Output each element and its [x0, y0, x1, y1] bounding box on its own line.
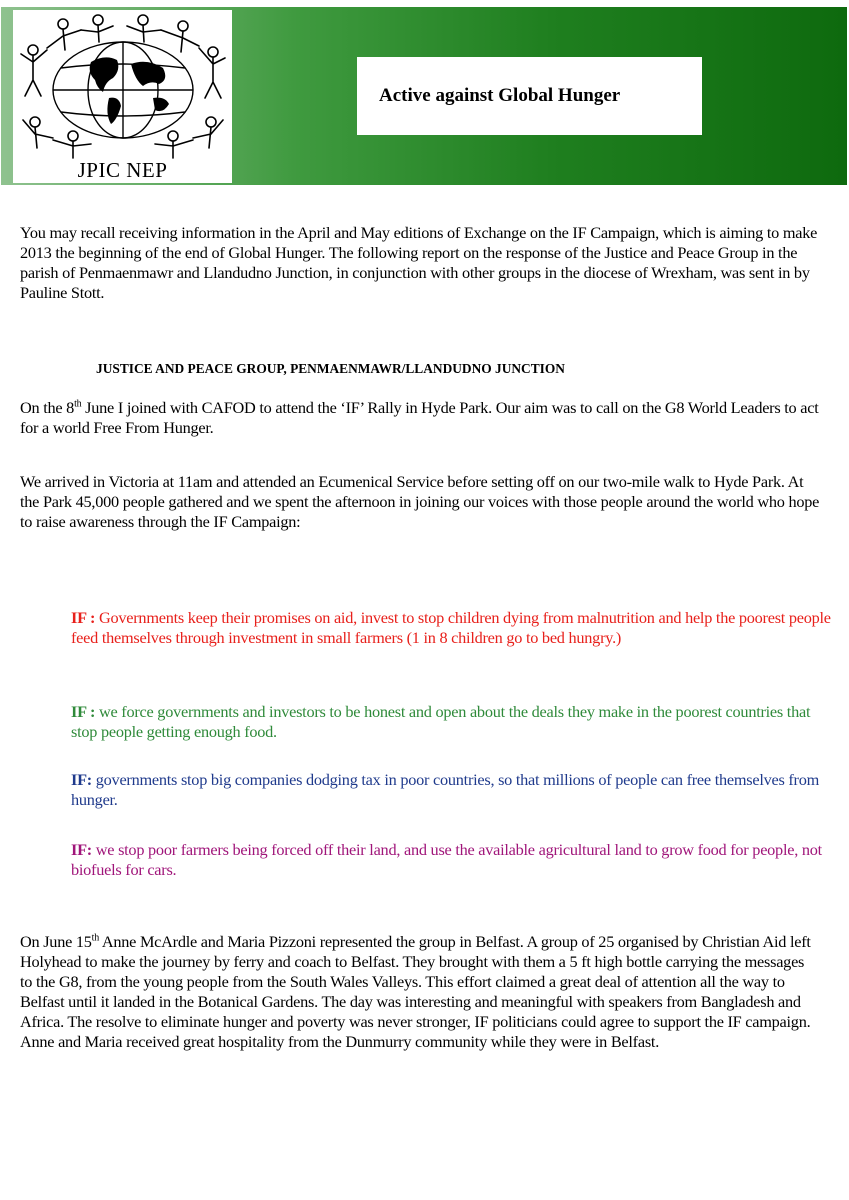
jpic-logo [13, 10, 232, 183]
if-item-transparency [71, 702, 831, 742]
intro-paragraph: You may recall receiving information in the April and May editions of Exchange on the IF Campaign, which is aiming to make 2013 the beginning of the end of Global Hunger. The following report on the response of the Justice and Peace Group in the parish of Penmaenmawr and Llandudno Junction, in conjunction with other groups in the diocese of Wrexham, was sent in by Pauline Stott. [20, 223, 818, 302]
if-label: IF: [71, 770, 92, 789]
page-title: Active against Global Hunger [379, 85, 621, 106]
if-label: IF: [71, 840, 92, 859]
globe-with-people-ring-icon [13, 10, 232, 160]
if-text: Governments keep their promises on aid, invest to stop children dying from malnutrition and help the poorest people feed themselves through investment in small farmers (1 in 8 children go to bed hungry.) [71, 608, 831, 647]
paragraph-rally-post: June I joined with CAFOD to attend the ‘IF’ Rally in Hyde Park. Our aim was to call on the G8 World Leaders to act for a world Free From Hunger. [20, 398, 819, 437]
ordinal-suffix: th [74, 398, 82, 410]
if-text: we stop poor farmers being forced off their land, and use the available agricultural land to grow food for people, not biofuels for cars. [71, 840, 822, 879]
if-text: we force governments and investors to be honest and open about the deals they make in the poorest countries that stop people getting enough food. [71, 702, 811, 741]
logo-text: JPIC NEP [77, 158, 168, 182]
paragraph-belfast-pre: On June 15 [20, 932, 92, 951]
paragraph-belfast [20, 932, 820, 1052]
paragraph-rally [20, 398, 830, 438]
section-heading: JUSTICE AND PEACE GROUP, PENMAENMAWR/LLANDUDNO JUNCTION [96, 361, 565, 376]
ordinal-suffix: th [91, 932, 99, 944]
if-item-aid [71, 608, 831, 648]
if-label: IF : [71, 608, 96, 627]
if-item-tax [71, 770, 831, 810]
paragraph-rally-pre: On the 8 [20, 398, 75, 417]
paragraph-victoria: We arrived in Victoria at 11am and attended an Ecumenical Service before setting off on our two-mile walk to Hyde Park. At the Park 45,000 people gathered and we spent the afternoon in joining our voices with those people around the world who hope to raise awareness through the IF Campaign: [20, 472, 820, 531]
paragraph-hospitality: Anne and Maria received great hospitality from the Dunmurry community while they were in Belfast. [20, 1032, 660, 1051]
title-box [357, 57, 702, 135]
if-text: governments stop big companies dodging tax in poor countries, so that millions of people can free themselves from hunger. [71, 770, 820, 809]
paragraph-belfast-post: Anne McArdle and Maria Pizzoni represented the group in Belfast. A group of 25 organised by Christian Aid left Holyhead to make the journey by ferry and coach to Belfast. They brought with them a 5 ft high bottle carrying the messages to the G8, from the young people from the South Wales Valleys. This effort claimed a great deal of attention all the way to Belfast until it landed in the Botanical Gardens. The day was interesting and meaningful with speakers from Bangladesh and Africa. The resolve to eliminate hunger and poverty was never stronger, IF politicians could agree to support the IF campaign. [20, 932, 811, 1031]
if-label: IF : [71, 702, 96, 721]
if-item-land [71, 840, 831, 880]
